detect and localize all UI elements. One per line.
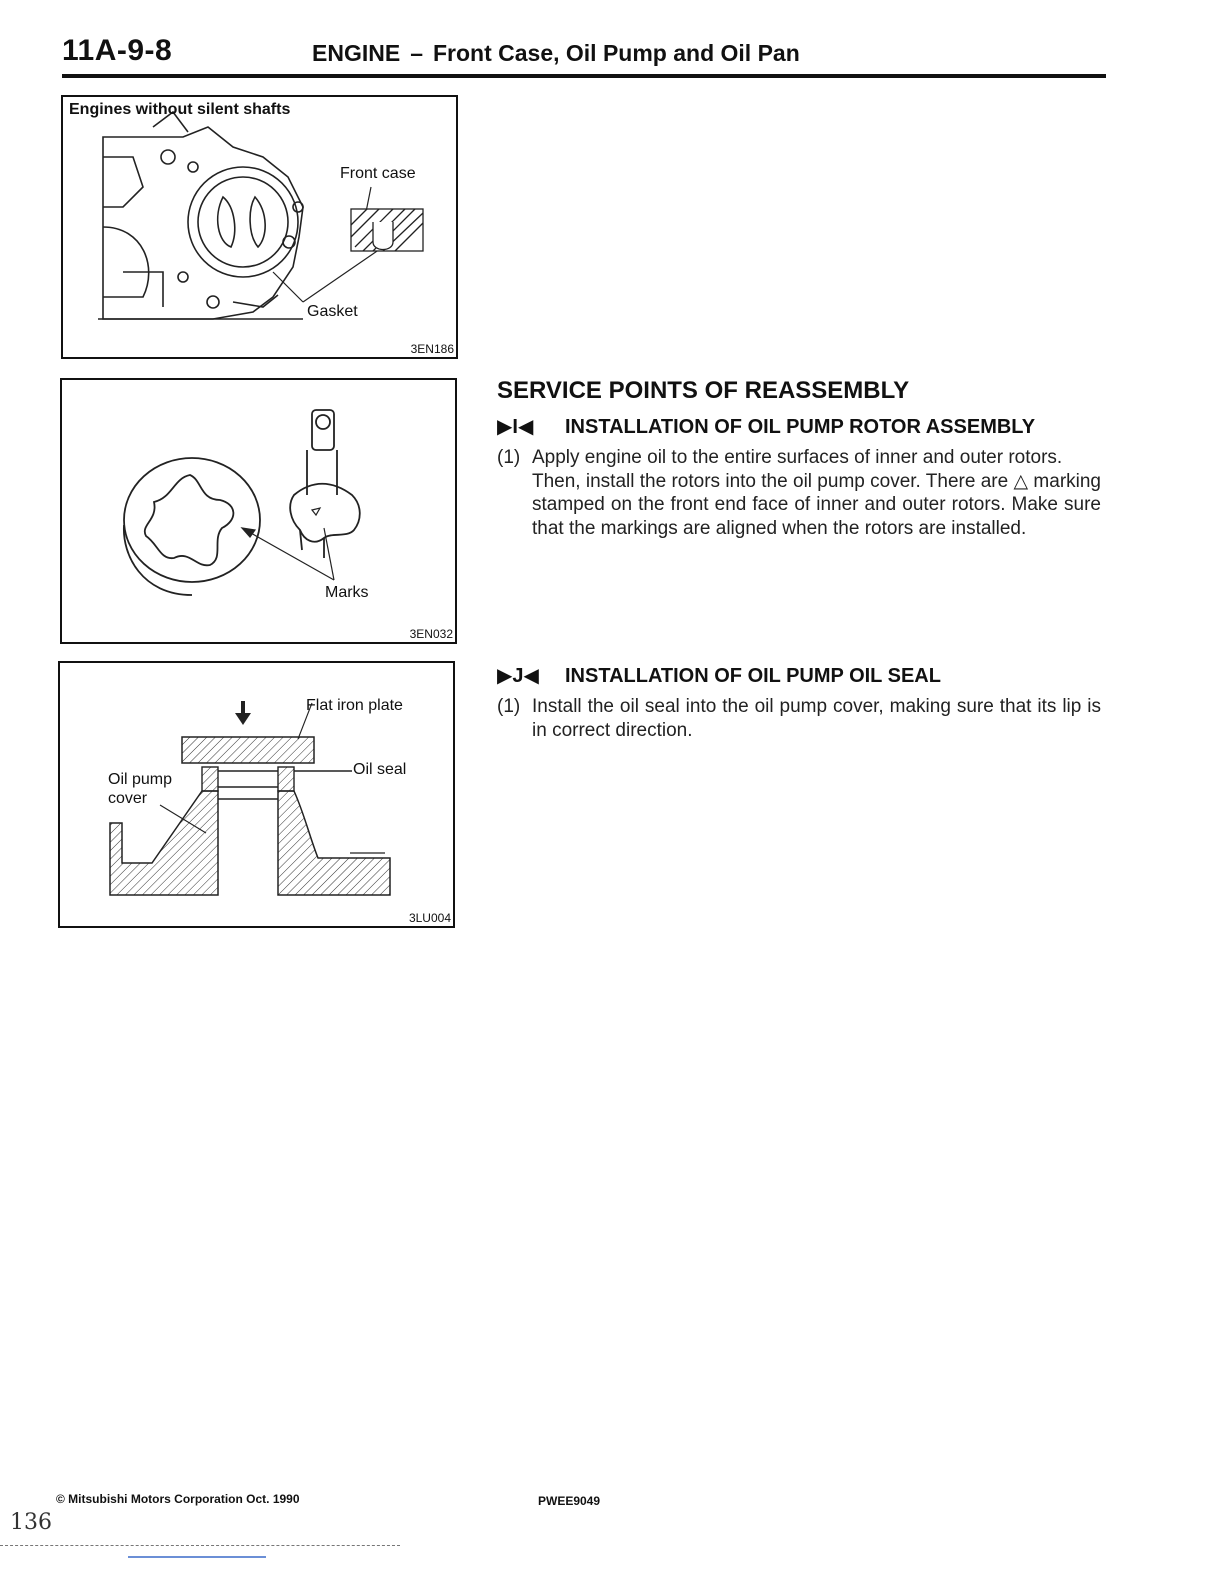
step-rotor-1 <box>497 446 1101 540</box>
header-rule <box>62 74 1106 78</box>
figure-title: Engines without silent shafts <box>69 101 291 118</box>
header-title-separator: – <box>410 40 423 66</box>
step-text-continued: Then, install the rotors into the oil pump cover. There are △ marking stamped on the front end face of inner and outer rotors. Make sure that the markings are aligned when the rotors are installed. <box>532 470 1101 539</box>
subsection-heading-oil-seal <box>497 663 941 688</box>
footer-copyright: © Mitsubishi Motors Corporation Oct. 1990 <box>56 1492 300 1506</box>
handwritten-page-number: 136 <box>10 1510 52 1535</box>
figure-code: 3EN186 <box>410 342 454 356</box>
step-number: (1) <box>497 696 521 717</box>
reassembly-mark-icon: ▶I◀ <box>497 416 534 438</box>
figure-rotor-marks <box>60 378 457 644</box>
subsection-heading-rotor <box>497 414 1035 439</box>
subsection-title: INSTALLATION OF OIL PUMP ROTOR ASSEMBLY <box>565 416 1036 438</box>
rotor-illustration <box>62 380 455 642</box>
header-title-main: ENGINE <box>312 40 401 66</box>
step-oil-seal-1 <box>497 695 1101 742</box>
page-number: 11A-9-8 <box>62 34 173 67</box>
figure-code: 3LU004 <box>408 911 451 925</box>
label-oil-pump: Oil pump <box>108 771 173 788</box>
header-title <box>312 40 800 67</box>
section-title: SERVICE POINTS OF REASSEMBLY <box>497 377 910 404</box>
label-gasket: Gasket <box>307 303 358 320</box>
label-marks: Marks <box>325 584 369 601</box>
front-case-illustration <box>63 97 456 357</box>
figure-front-case <box>61 95 458 359</box>
step-number: (1) <box>497 447 521 468</box>
footer-link-underline <box>128 1556 266 1558</box>
label-oil-seal: Oil seal <box>353 761 407 778</box>
figure-code: 3EN032 <box>409 627 453 641</box>
step-text: Install the oil seal into the oil pump cover, making sure that its lip is in correct direction. <box>532 696 1101 741</box>
footer-rule <box>0 1545 400 1546</box>
step-text: Apply engine oil to the entire surfaces of inner and outer rotors. <box>532 447 1063 468</box>
figure-oil-seal <box>58 661 455 928</box>
reassembly-mark-icon: ▶J◀ <box>497 665 539 687</box>
footer-doc-code: PWEE9049 <box>538 1494 601 1508</box>
label-cover: cover <box>108 790 148 807</box>
label-front-case: Front case <box>340 165 416 182</box>
subsection-title: INSTALLATION OF OIL PUMP OIL SEAL <box>565 665 941 687</box>
label-flat-iron-plate: Flat iron plate <box>306 697 403 714</box>
header-title-sub: Front Case, Oil Pump and Oil Pan <box>432 40 800 66</box>
